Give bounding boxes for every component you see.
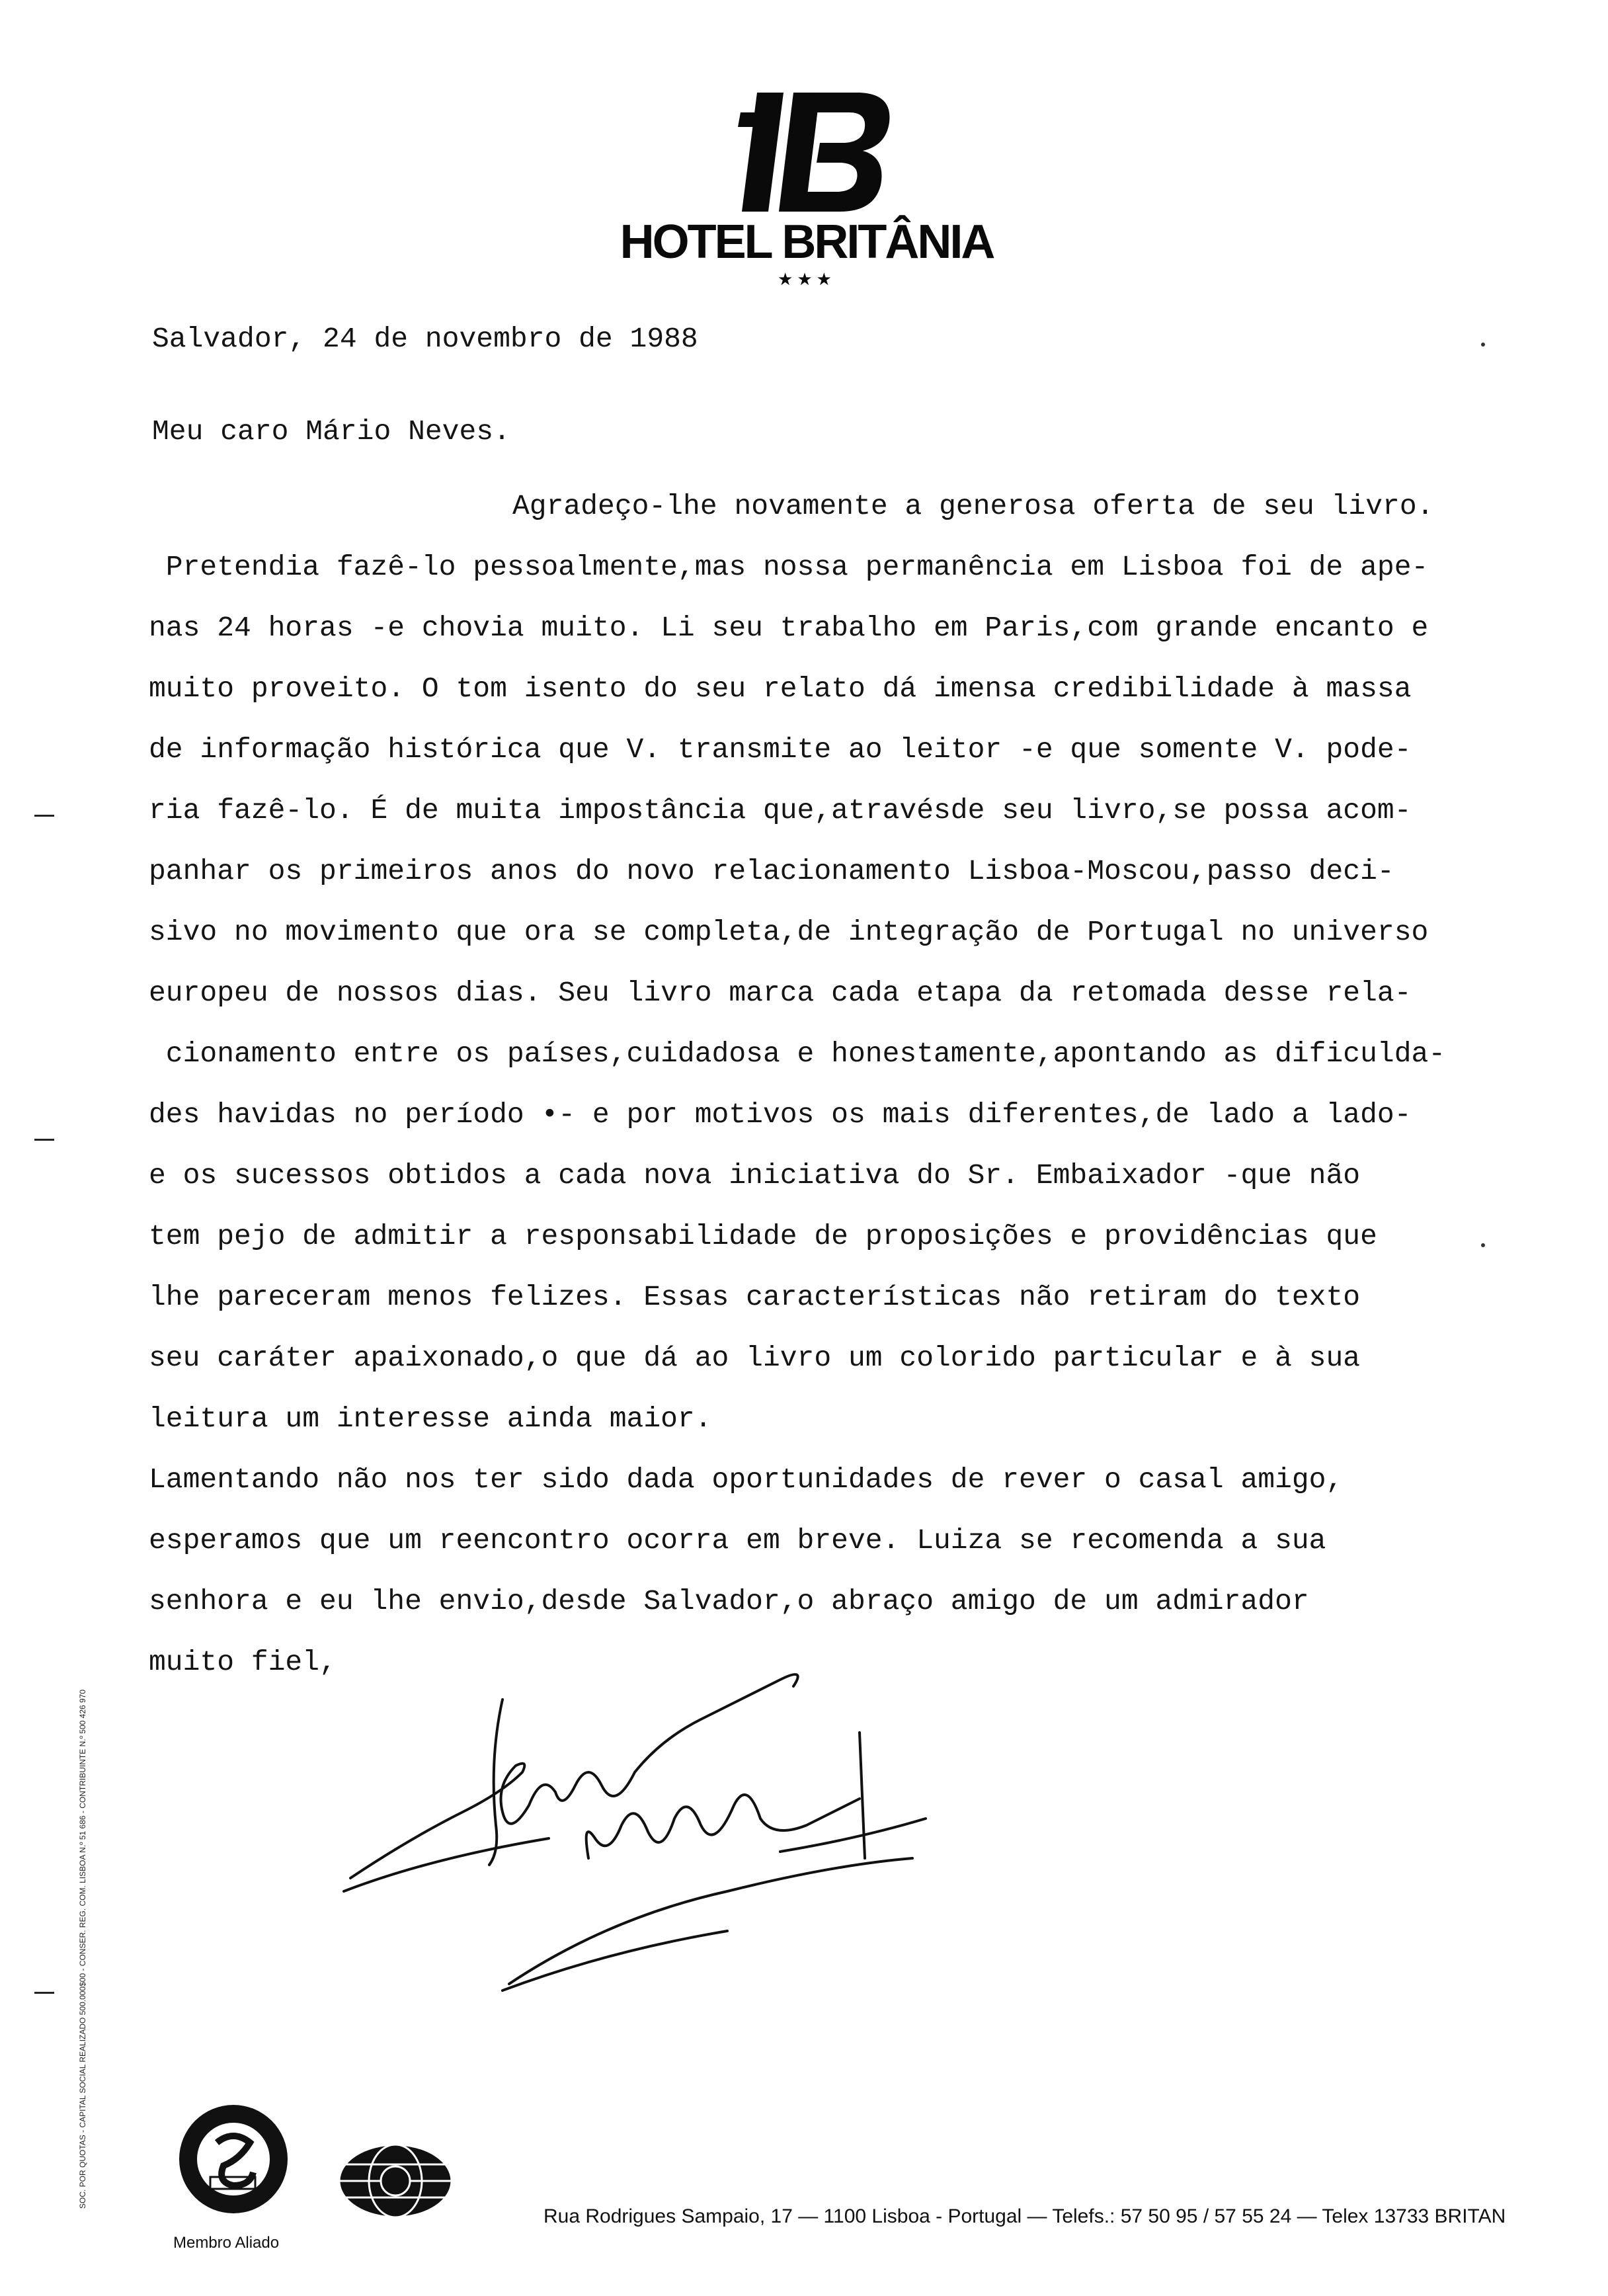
stray-dot — [1481, 1243, 1485, 1247]
footer-address: Rua Rodrigues Sampaio, 17 — 1100 Lisboa - Portugal — Telefs.: 57 50 95 / 57 55 24 — Telex 13733 BRITAN — [543, 2205, 1506, 2227]
body-line: leitura um interesse ainda maior. — [149, 1403, 712, 1435]
body-line: lhe pareceram menos felizes. Essas características não retiram do texto — [149, 1281, 1361, 1313]
stray-dot — [1481, 343, 1485, 347]
body-line: europeu de nossos dias. Seu livro marca cada etapa da retomada desse rela- — [149, 977, 1412, 1009]
body-line: sivo no movimento que ora se completa,de integração de Portugal no universo — [149, 916, 1429, 948]
margin-mark — [34, 815, 54, 817]
salutation: Meu caro Mário Neves. — [152, 415, 510, 448]
date-line: Salvador, 24 de novembro de 1988 — [152, 323, 698, 355]
body-line: cionamento entre os países,cuidadosa e honestamente,apontando as dificulda- — [149, 1038, 1446, 1070]
company-registration-text: SOC. POR QUOTAS - CAPITAL SOCIAL REALIZADO 500.000$00 - CONSER. REG. COM. LISBOA N.º 51 686 - CONTRIBUINTE N.º 500 426 970 — [78, 1689, 87, 2209]
body-line: Pretendia fazê-lo pessoalmente,mas nossa permanência em Lisboa foi de ape- — [149, 551, 1429, 583]
body-line: senhora e eu lhe envio,desde Salvador,o abraço amigo de um admirador — [149, 1585, 1309, 1618]
body-line: Lamentando não nos ter sido dada oportunidades de rever o casal amigo, — [149, 1463, 1344, 1496]
body-line: esperamos que um reencontro ocorra em breve. Luiza se recomenda a sua — [149, 1524, 1326, 1557]
body-line: tem pejo de admitir a responsabilidade de proposições e providências que — [149, 1220, 1377, 1252]
hotel-name: HOTEL BRITÂNIA — [620, 216, 994, 268]
body-line: muito proveito. O tom isento do seu relato dá imensa credibilidade à massa — [149, 673, 1412, 705]
association-seal-logo — [177, 2103, 290, 2215]
margin-mark — [34, 1992, 54, 1994]
letterhead — [595, 79, 1018, 291]
handwritten-signature — [331, 1640, 979, 2050]
letter-body — [149, 476, 1445, 1693]
body-line: panhar os primeiros anos do novo relacionamento Lisboa-Moscou,passo deci- — [149, 855, 1394, 887]
body-line: des havidas no período •- e por motivos os mais diferentes,de lado a lado- — [149, 1098, 1412, 1131]
globe-logo — [336, 2135, 455, 2221]
body-line: de informação histórica que V. transmite ao leitor -e que somente V. pode- — [149, 733, 1412, 766]
member-caption: Membro Aliado — [173, 2234, 280, 2252]
body-line: muito fiel, — [149, 1646, 337, 1678]
body-line: seu caráter apaixonado,o que dá ao livro um colorido particular e à sua — [149, 1342, 1361, 1374]
body-line: nas 24 horas -e chovia muito. Li seu trabalho em Paris,com grande encanto e — [149, 612, 1429, 644]
rating-stars: ★★★ — [778, 270, 836, 290]
hb-monogram-logo — [727, 86, 899, 218]
body-line: Agradeço-lhe novamente a generosa oferta de seu livro. — [512, 490, 1434, 522]
body-line: e os sucessos obtidos a cada nova iniciativa do Sr. Embaixador -que não — [149, 1159, 1361, 1192]
margin-mark — [34, 1139, 54, 1141]
body-line: ria fazê-lo. É de muita impostância que,atravésde seu livro,se possa acom- — [149, 794, 1412, 827]
